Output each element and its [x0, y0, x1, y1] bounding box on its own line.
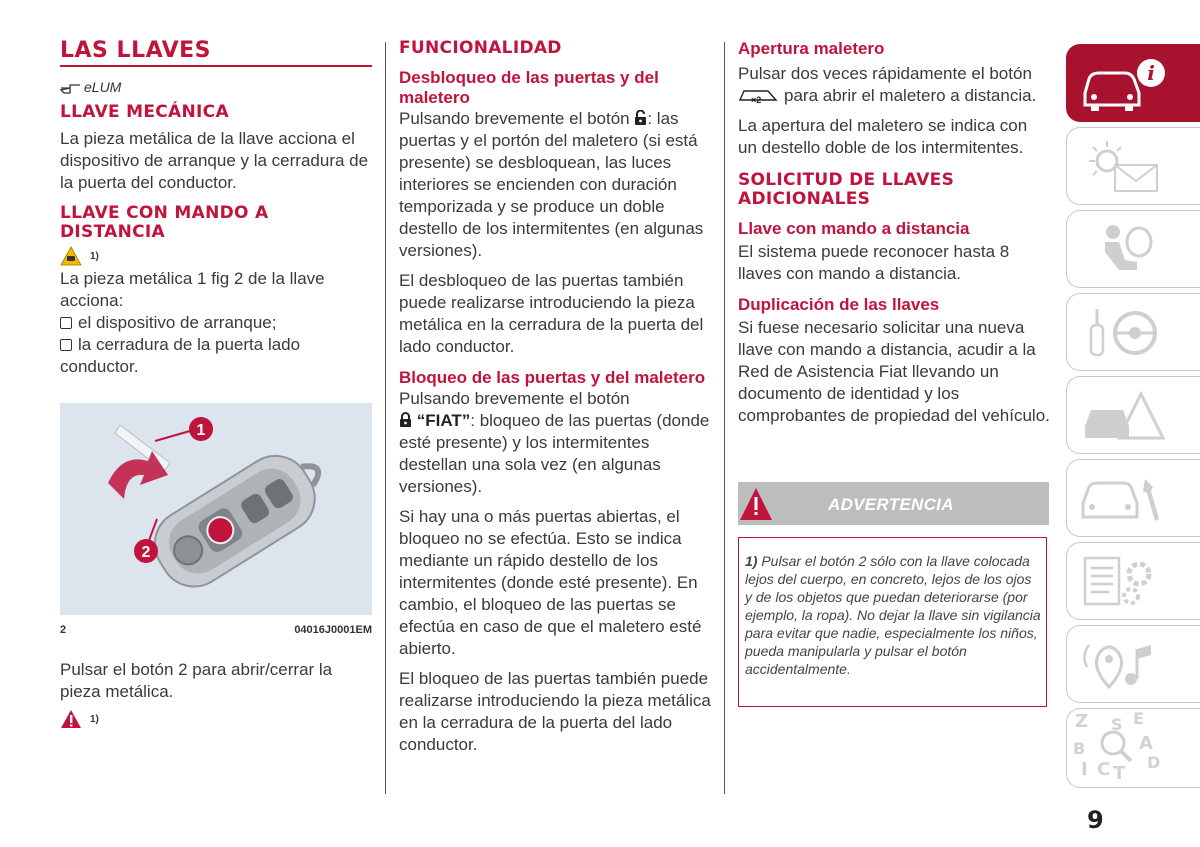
tab-multimedia[interactable] — [1066, 625, 1200, 703]
column-3 — [738, 38, 1050, 427]
svg-text:i: i — [1147, 61, 1155, 85]
subsection-title: Desbloqueo de las puertas y del maletero — [399, 68, 659, 107]
paragraph: Si fuese necesario solicitar una nueva llave con mando a distancia, acudir a la Red de Asistencia Fiat llevando un documento de identidad y los comprobantes de propiedad del vehículo. — [738, 318, 1050, 425]
lock-icon — [399, 412, 412, 428]
paragraph: El desbloqueo de las puertas también puede realizarse introduciendo la pieza metálica en la cerradura de la puerta del lado conductor. — [399, 271, 704, 356]
paragraph — [738, 63, 1050, 107]
danger-triangle-icon — [738, 482, 774, 525]
paragraph-text: para abrir el maletero a distancia. — [784, 86, 1037, 105]
paragraph: El bloqueo de las puertas también puede realizarse introduciendo la pieza metálica en la cerradura de la puerta del lado conductor. — [399, 669, 711, 754]
warning-header — [738, 482, 1049, 525]
index-letter: E — [1133, 709, 1144, 728]
paragraph-text: : bloqueo de las puertas (donde esté presente) y los intermitentes destellan una sola vez (en algunas versiones). — [399, 411, 710, 496]
list-item — [60, 312, 372, 334]
index-letter: Z — [1075, 711, 1089, 732]
paragraph: Pulsar el botón 2 para abrir/cerrar la pieza metálica. — [60, 660, 333, 701]
tab-lights[interactable] — [1066, 127, 1200, 205]
key-steering-icon — [1079, 303, 1169, 363]
logo-text: eLUM — [84, 79, 122, 95]
section-title: SOLICITUD DE LLAVES ADICIONALES — [738, 170, 955, 209]
magnifier-icon — [1095, 725, 1135, 765]
lights-envelope-icon — [1079, 137, 1169, 197]
callout-1-label: 1 — [196, 422, 206, 439]
tab-specs[interactable] — [1066, 542, 1200, 620]
index-letter: C — [1097, 759, 1111, 780]
warning-triangle-icon — [60, 246, 82, 266]
specs-gear-icon — [1079, 552, 1169, 612]
tab-emergency[interactable] — [1066, 376, 1200, 454]
paragraph-text: Pulsar dos veces rápidamente el botón — [738, 64, 1032, 83]
warning-text — [745, 552, 1041, 678]
elum-logo — [60, 77, 372, 97]
paragraph: La pieza metálica de la llave acciona el dispositivo de arranque y la cerradura de la puerta del conductor. — [60, 129, 369, 192]
column-2 — [399, 38, 711, 756]
column-1 — [60, 38, 372, 378]
tab-start[interactable] — [1066, 293, 1200, 371]
key-figure — [60, 403, 372, 615]
section-title: FUNCIONALIDAD — [399, 38, 562, 58]
column-divider — [385, 42, 386, 794]
column-divider — [724, 42, 725, 794]
figure-number: 2 — [60, 624, 67, 636]
paragraph: La pieza metálica 1 fig 2 de la llave acciona: — [60, 269, 325, 310]
paragraph — [399, 388, 711, 498]
index-letter: T — [1113, 763, 1126, 784]
paragraph: El sistema puede reconocer hasta 8 llaves con mando a distancia. — [738, 242, 1010, 283]
subsection-title: LLAVE CON MANDO A DISTANCIA — [60, 203, 269, 242]
subsection-title: Apertura maletero — [738, 39, 885, 58]
figure-code: 04016J0001EM — [294, 624, 372, 636]
bullet-box — [60, 317, 72, 329]
warning-body: Pulsar el botón 2 sólo con la llave colocada lejos del cuerpo, en concreto, lejos de los ojos y de los objetos que puedan deteriorarse (por ejemplo, la ropa). No dejar la llave sin vigilancia para evitar que nadie, especialmente los niños, pueda manipularla y pulsar el botón accidentalmente. — [745, 553, 1041, 677]
trunk-button-icon — [738, 87, 778, 103]
warning-reference — [60, 246, 372, 266]
index-letter: S — [1111, 715, 1123, 734]
subsection-title: LLAVE MECÁNICA — [60, 102, 229, 122]
tab-car-info[interactable] — [1066, 44, 1200, 122]
figure-caption — [60, 624, 372, 636]
callout-2-label: 2 — [141, 544, 151, 561]
paragraph: Si hay una o más puertas abiertas, el bloqueo no se efectúa. Esto se indica mediante un rápido destello de los intermitentes (donde esté presente). En cambio, el bloqueo de las puertas se efectúa en caso de que el maletero esté abierto. — [399, 507, 702, 658]
index-search-icon — [1067, 709, 1200, 789]
index-letter: A — [1139, 733, 1153, 754]
car-info-icon — [1079, 55, 1169, 115]
tab-safety[interactable] — [1066, 210, 1200, 288]
key-illustration — [60, 403, 372, 615]
warning-label: ADVERTENCIA — [828, 495, 954, 514]
paragraph — [399, 108, 711, 262]
airbag-seat-icon — [1079, 220, 1169, 280]
paragraph-text: : las puertas y el portón del maletero (si está presente) se desbloquean, las luces interiores se encienden con duración temporizada y se produce un doble destello de los intermitentes (en algunas versiones). — [399, 109, 704, 260]
subsection-title: Duplicación de las llaves — [738, 295, 940, 314]
bullet-box — [60, 339, 72, 351]
index-letter: D — [1147, 753, 1161, 772]
index-letter: I — [1081, 759, 1088, 780]
warning-ref-number: 1) — [90, 713, 99, 725]
fiat-button-label: “FIAT” — [416, 411, 471, 430]
paragraph: La apertura del maletero se indica con un destello doble de los intermitentes. — [738, 116, 1028, 157]
warning-ref-number: 1) — [90, 250, 99, 262]
multimedia-icon — [1079, 635, 1169, 695]
warning-box — [738, 537, 1047, 707]
danger-triangle-icon — [60, 709, 82, 729]
index-letter: B — [1073, 739, 1086, 758]
subsection-title: Bloqueo de las puertas y del maletero — [399, 368, 706, 387]
trunk-icon-label: ×2 — [751, 95, 762, 105]
unlock-icon — [634, 110, 647, 126]
warning-reference — [60, 709, 99, 729]
paragraph-text: Pulsando brevemente el botón — [399, 389, 630, 408]
subsection-title: Llave con mando a distancia — [738, 219, 970, 238]
list-item-text: el dispositivo de arranque; — [78, 313, 277, 332]
warning-number: 1) — [745, 553, 758, 569]
section-title: LAS LLAVES — [60, 38, 372, 67]
tab-maintenance[interactable] — [1066, 459, 1200, 537]
page-number: 9 — [1087, 806, 1104, 834]
paragraph-text: Pulsando brevemente el botón — [399, 109, 630, 128]
car-service-icon — [1079, 469, 1169, 529]
list-item-text: la cerradura de la puerta lado conductor. — [60, 335, 301, 376]
tab-index[interactable] — [1066, 708, 1200, 788]
list-item — [60, 334, 372, 378]
car-warning-icon — [1079, 386, 1169, 446]
hand-pointer-icon — [60, 79, 82, 95]
